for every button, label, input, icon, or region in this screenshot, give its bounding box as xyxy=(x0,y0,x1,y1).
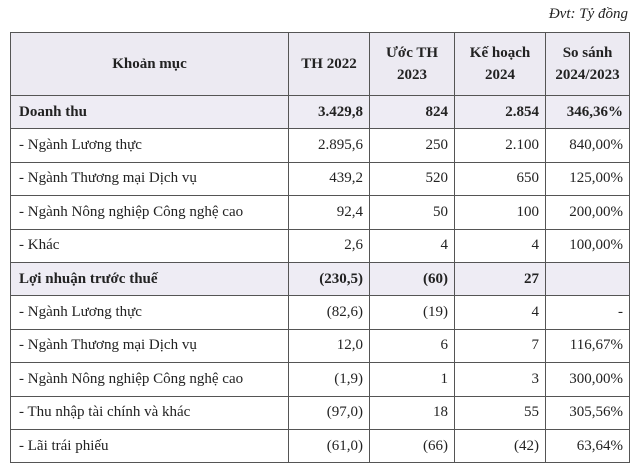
row-value: 3 xyxy=(455,363,546,396)
row-label: - Ngành Thương mại Dịch vụ xyxy=(11,162,289,195)
row-value: 3.429,8 xyxy=(289,96,370,129)
header-ke-hoach-2024: Kế hoạch 2024 xyxy=(455,33,546,96)
row-value: 4 xyxy=(370,229,455,262)
header-th2022: TH 2022 xyxy=(289,33,370,96)
table-row xyxy=(11,363,630,396)
row-value: 346,36% xyxy=(546,96,630,129)
row-value: 300,00% xyxy=(546,363,630,396)
header-row xyxy=(11,33,630,96)
row-label: - Lãi trái phiếu xyxy=(11,429,289,462)
row-value: (42) xyxy=(455,429,546,462)
row-value: 824 xyxy=(370,96,455,129)
row-value: 92,4 xyxy=(289,196,370,229)
row-value: 100,00% xyxy=(546,229,630,262)
row-value: - xyxy=(546,296,630,329)
row-value: (230,5) xyxy=(289,262,370,295)
row-value: (82,6) xyxy=(289,296,370,329)
row-value: (61,0) xyxy=(289,429,370,462)
row-value: 520 xyxy=(370,162,455,195)
row-value: 650 xyxy=(455,162,546,195)
row-label: - Ngành Nông nghiệp Công nghệ cao xyxy=(11,196,289,229)
row-value: 116,67% xyxy=(546,329,630,362)
row-label: - Ngành Lương thực xyxy=(11,129,289,162)
row-value: 6 xyxy=(370,329,455,362)
row-value: 439,2 xyxy=(289,162,370,195)
row-value: 4 xyxy=(455,296,546,329)
table-row xyxy=(11,96,630,129)
row-label: - Khác xyxy=(11,229,289,262)
header-so-sanh: So sánh 2024/2023 xyxy=(546,33,630,96)
row-value: 12,0 xyxy=(289,329,370,362)
row-label: - Ngành Thương mại Dịch vụ xyxy=(11,329,289,362)
header-item: Khoản mục xyxy=(11,33,289,96)
row-value: 63,64% xyxy=(546,429,630,462)
row-value: 2.895,6 xyxy=(289,129,370,162)
unit-note: Đvt: Tỷ đồng xyxy=(548,6,628,22)
table-row xyxy=(11,429,630,462)
row-value: 840,00% xyxy=(546,129,630,162)
row-label: - Ngành Lương thực xyxy=(11,296,289,329)
table-row xyxy=(11,129,630,162)
financial-table xyxy=(10,32,630,463)
table-row xyxy=(11,262,630,295)
row-label: - Thu nhập tài chính và khác xyxy=(11,396,289,429)
row-value: (1,9) xyxy=(289,363,370,396)
row-value: 55 xyxy=(455,396,546,429)
table-row xyxy=(11,196,630,229)
row-value: 2,6 xyxy=(289,229,370,262)
table-row xyxy=(11,396,630,429)
row-value xyxy=(546,262,630,295)
row-value: (66) xyxy=(370,429,455,462)
row-value: (19) xyxy=(370,296,455,329)
row-value: 1 xyxy=(370,363,455,396)
row-value: 250 xyxy=(370,129,455,162)
row-label: - Ngành Nông nghiệp Công nghệ cao xyxy=(11,363,289,396)
row-value: 4 xyxy=(455,229,546,262)
row-value: 27 xyxy=(455,262,546,295)
row-value: (60) xyxy=(370,262,455,295)
header-uoc-th2023: Ước TH 2023 xyxy=(370,33,455,96)
row-label: Lợi nhuận trước thuế xyxy=(11,262,289,295)
row-value: 200,00% xyxy=(546,196,630,229)
row-value: 100 xyxy=(455,196,546,229)
row-value: 305,56% xyxy=(546,396,630,429)
row-value: 2.100 xyxy=(455,129,546,162)
row-value: 125,00% xyxy=(546,162,630,195)
row-value: 18 xyxy=(370,396,455,429)
row-label: Doanh thu xyxy=(11,96,289,129)
row-value: 50 xyxy=(370,196,455,229)
row-value: 2.854 xyxy=(455,96,546,129)
row-value: (97,0) xyxy=(289,396,370,429)
table-row xyxy=(11,296,630,329)
row-value: 7 xyxy=(455,329,546,362)
table-row xyxy=(11,329,630,362)
table-row xyxy=(11,229,630,262)
table-row xyxy=(11,162,630,195)
